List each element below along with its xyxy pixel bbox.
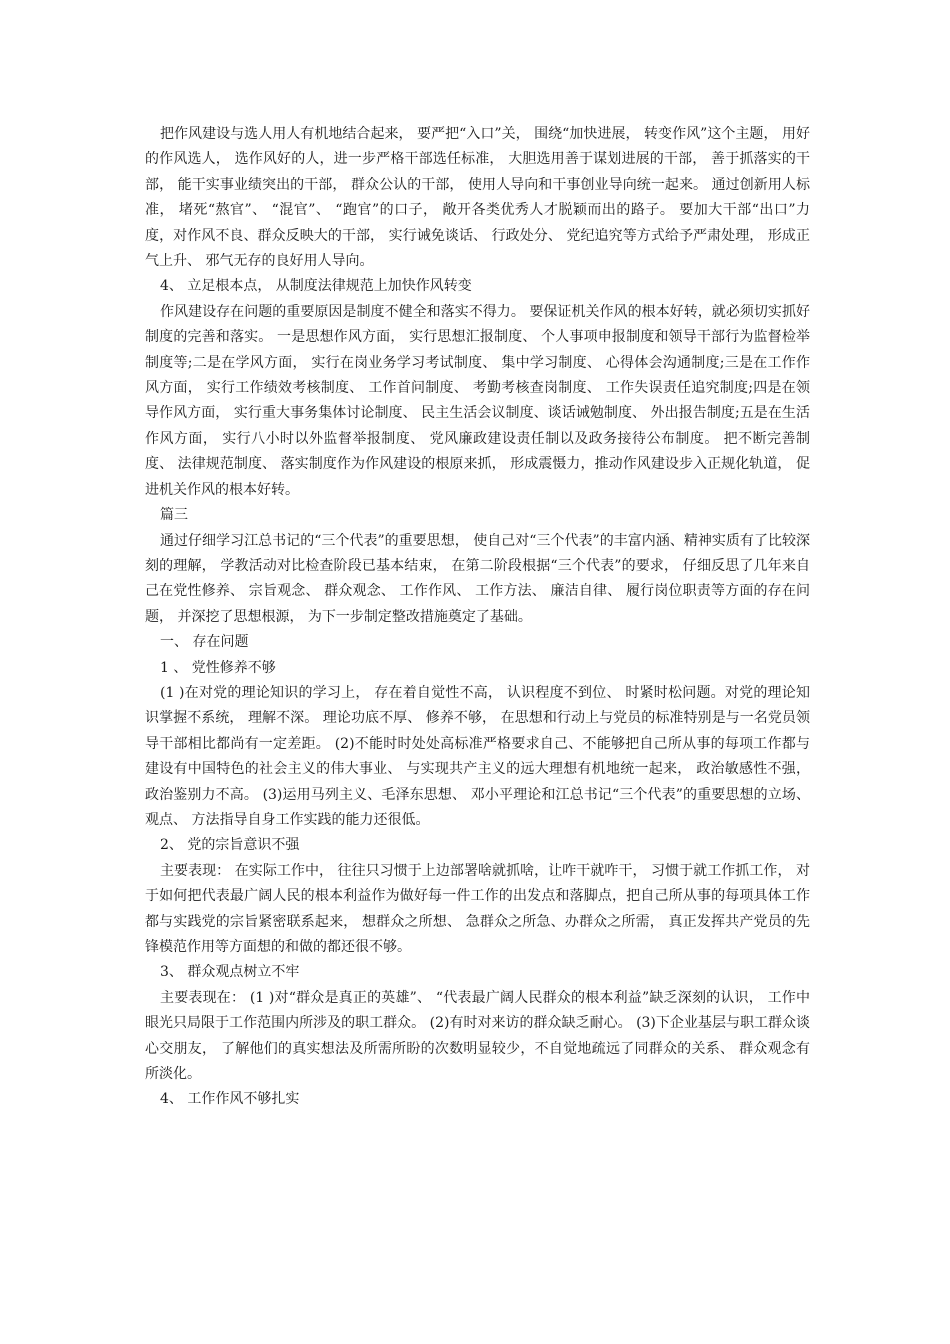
- subheading-mass-viewpoint: 3、 群众观点树立不牢: [160, 964, 300, 981]
- paragraph-intro-three-represents: 通过仔细学习江总书记的“三个代表”的重要思想， 使自己对“三个代表”的丰富内涵、精神实质有了比较深刻的理解， 学教活动对比检查阶段已基本结束， 在第二阶段根据“三个代表”的要求， 仔细反思了几年来自己在党性修养、 宗旨观念、 群众观念、 工作作风、 工作方法、 廉洁自律、 履行岗位职责等方面的存在问题， 并深挖了思想根源， 为下一步制定整改措施奠定了基础。: [145, 532, 810, 625]
- chapter-marker: 篇三: [160, 507, 188, 524]
- subheading-party-spirit: 1 、 党性修养不够: [160, 659, 276, 676]
- section-heading-existing-problems: 一、 存在问题: [160, 634, 249, 651]
- paragraph-party-spirit: (1 )在对党的理论知识的学习上， 存在着自觉性不高， 认识程度不到位、 时紧时松问题。对党的理论知识掌握不系统， 理解不深。 理论功底不厚、 修养不够， 在思想和行动上与党员的标准特别是与一名党员领导干部相比都尚有一定差距。 (2)不能时时处处高标准严格要求自己、不能够把自己所从事的每项工作都与建设有中国特色的社会主义的伟大事业、 与实现共产主义的远大理想有机地统一起来， 政治敏感性不强，政治鉴别力不高。 (3)运用马列主义、毛泽东思想、 邓小平理论和江总书记“三个代表”的重要思想的立场、 观点、 方法指导自身工作实践的能力还很低。: [145, 684, 810, 828]
- paragraph-mass-viewpoint: 主要表现在： (1 )对“群众是真正的英雄”、 “代表最广阔人民群众的根本利益”缺乏深刻的认识， 工作中眼光只局限于工作范围内所涉及的职工群众。 (2)有时对来访的群众缺乏耐心。 (3)下企业基层与职工群众谈心交朋友， 了解他们的真实想法及所需所盼的次数明显较少，不自觉地疏远了同群众的关系、 群众观念有所淡化。: [145, 989, 810, 1083]
- section-heading-system-reform: 4、 立足根本点， 从制度法律规范上加快作风转变: [160, 278, 472, 295]
- subheading-work-style: 4、 工作作风不够扎实: [160, 1091, 300, 1108]
- paragraph-system-building: 作风建设存在问题的重要原因是制度不健全和落实不得力。 要保证机关作风的根本好转，就必须切实抓好制度的完善和落实。 一是思想作风方面， 实行思想汇报制度、 个人事项申报制度和领导干部行为监督检举制度等;二是在学风方面， 实行在岗业务学习考试制度、 集中学习制度、 心得体会沟通制度;三是在工作作风方面， 实行工作绩效考核制度、 工作首问制度、 考勤考核查岗制度、 工作失误责任追究制度;四是在领导作风方面， 实行重大事务集体讨论制度、 民主生活会议制度、谈话诫勉制度、 外出报告制度;五是在生活作风方面， 实行八小时以外监督举报制度、 党风廉政建设责任制以及政务接待公布制度。 把不断完善制度、 法律规范制度、 落实制度作为作风建设的根原来抓， 形成震慑力，推动作风建设步入正规化轨道， 促进机关作风的根本好转。: [145, 303, 810, 498]
- paragraph-cadre-selection: 把作风建设与选人用人有机地结合起来， 要严把“入口”关， 围绕“加快进展， 转变作风”这个主题， 用好的作风选人， 选作风好的人，进一步严格干部选任标准， 大胆选用善于谋划进展的干部， 善于抓落实的干部， 能干实事业绩突出的干部， 群众公认的干部， 使用人导向和干事创业导向统一起来。 通过创新用人标准， 堵死“熬官”、 “混官”、 “跑官”的口子， 敞开各类优秀人才脱颖而出的路子。 要加大干部“出口”力度，对作风不良、群众反映大的干部， 实行诫免谈话、 行政处分、 党纪追究等方式给予严肃处理， 形成正气上升、 邪气无存的良好用人导向。: [145, 126, 810, 270]
- paragraph-purpose-awareness: 主要表现： 在实际工作中， 往往只习惯于上边部署啥就抓啥，让咋干就咋干， 习惯于就工作抓工作， 对于如何把代表最广阔人民的根本利益作为做好每一件工作的出发点和落脚点，把自己所从事的每项具体工作都与实践党的宗旨紧密联系起来， 想群众之所想、 急群众之所急、办群众之所需， 真正发挥共产党员的先锋模范作用等方面想的和做的都还很不够。: [145, 862, 810, 955]
- subheading-purpose-awareness: 2、 党的宗旨意识不强: [160, 837, 300, 854]
- document-page: [145, 122, 810, 1113]
